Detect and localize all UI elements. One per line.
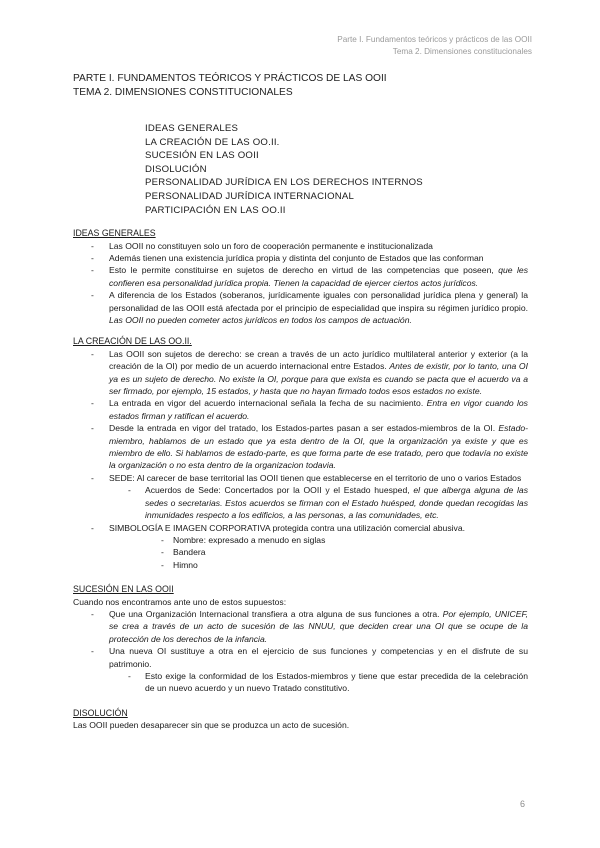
bullet-dash: - xyxy=(91,646,94,657)
item-text: Himno xyxy=(173,559,198,570)
item-text: Bandera xyxy=(173,547,206,558)
list-item xyxy=(73,240,528,252)
bullet-dash: - xyxy=(91,472,94,483)
bullet-dash: - xyxy=(91,252,94,263)
section-heading-sucesion: SUCESIÓN EN LAS OOII xyxy=(73,584,174,595)
bullet-dash: - xyxy=(161,559,164,570)
toc-item: IDEAS GENERALES xyxy=(145,123,239,134)
toc-item: PARTICIPACIÓN EN LAS OO.II xyxy=(145,204,286,216)
bullet-dash: - xyxy=(128,485,131,496)
toc-item: PERSONALIDAD JURÍDICA EN LOS DERECHOS INTERNOS xyxy=(145,177,423,189)
bullet-dash: - xyxy=(91,608,94,619)
item-text: La entrada en vigor del acuerdo internacional señala la fecha de su nacimiento. xyxy=(109,398,427,409)
item-text: Las OOII no constituyen solo un foro de cooperación permanente e institucionalizada xyxy=(109,240,433,251)
item-text-italic: el que alberga alguna de las sedes o secretarias. Estos acuerdos se firman con el Estado huésped, donde quedan recogidas las inmunidades respecto a los edificios, a las personas, a las comunidades, etc. xyxy=(145,485,528,521)
creacion-list xyxy=(73,348,528,571)
list-item xyxy=(73,522,528,534)
item-text: Que una Organización Internacional transfiera a otra alguna de sus funciones a otra. xyxy=(109,608,443,619)
item-text-italic: Entra en vigor cuando los estados firman y ratifican el acuerdo. xyxy=(109,398,528,421)
sub-list-item xyxy=(73,670,528,695)
sub-sub-list-item xyxy=(73,534,528,546)
item-text: Nombre: expresado a menudo en siglas xyxy=(173,534,326,545)
item-text-italic: Por ejemplo, UNICEF, se crea a través de un acto de sucesión de las NNUU, que deciden crear una OI que se ocupe de la protección de los derechos de la infancia. xyxy=(109,608,528,644)
bullet-dash: - xyxy=(91,265,94,276)
list-item xyxy=(73,608,528,645)
item-text: SEDE: Al carecer de base territorial las OOII tienen que establecerse en el territorio de uno o varios Estados xyxy=(109,472,522,483)
bullet-dash: - xyxy=(91,423,94,434)
running-header xyxy=(337,34,532,58)
header-line-topic: Tema 2. Dimensiones constitucionales xyxy=(392,47,532,56)
item-text-italic: Las OOII no pueden cometer actos jurídicos en todos los campos de actuación. xyxy=(109,315,412,325)
sucesion-list xyxy=(73,608,528,695)
item-text: Esto exige la conformidad de los Estados-miembros y tiene que estar precedida de la celebración de un nuevo acuerdo y un nuevo Tratado constitutivo. xyxy=(145,670,528,694)
list-item xyxy=(73,397,528,422)
title-part: PARTE I. FUNDAMENTOS TEÓRICOS Y PRÁCTICOS DE LAS OOII xyxy=(73,73,387,84)
disolucion-text: Las OOII pueden desaparecer sin que se produzca un acto de sucesión. xyxy=(73,720,350,731)
bullet-dash: - xyxy=(91,240,94,251)
list-item xyxy=(73,422,528,472)
bullet-dash: - xyxy=(91,348,94,359)
section-heading-creacion: LA CREACIÓN DE LAS OO.II. xyxy=(73,336,192,347)
sub-sub-list-item xyxy=(73,546,528,558)
item-text: Esto le permite constituirse en sujetos de derecho en virtud de las competencias que poseen, xyxy=(109,265,499,276)
item-text-italic: Antes de existir, por lo tanto, una OI ya es un sujeto de derecho. No existe la OI, porque para que exista es cuando se pacta que el acuerdo va a ser firmado, por ejemplo, 15 estados, y hasta que no hayan firmado todos esos estados no existe. xyxy=(109,361,528,397)
toc-item: PERSONALIDAD JURÍDICA INTERNACIONAL xyxy=(145,190,355,202)
bullet-dash: - xyxy=(161,534,164,545)
list-item xyxy=(73,348,528,398)
document-title xyxy=(73,72,528,100)
list-item xyxy=(73,472,528,484)
section-heading-ideas: IDEAS GENERALES xyxy=(73,228,156,239)
item-text: A diferencia de los Estados (soberanos, jurídicamente iguales con personalidad jurídica plena y general) la personalidad de las OOII está afectada por el principio de especialidad que inspira su régimen jurídico propio. xyxy=(109,290,528,313)
item-text: SIMBOLOGÍA E IMAGEN CORPORATIVA protegida contra una utilización comercial abusiva. xyxy=(109,522,465,533)
header-line-part: Parte I. Fundamentos teóricos y prácticos de las OOII xyxy=(337,35,532,44)
item-text: Acuerdos de Sede: Concertados por la OOII y el Estado huesped, xyxy=(145,485,414,496)
toc-item: SUCESIÓN EN LAS OOII xyxy=(145,150,259,162)
page-number: 6 xyxy=(519,799,525,809)
section-heading-disolucion: DISOLUCIÓN xyxy=(73,707,128,718)
item-text: Una nueva OI sustituye a otra en el ejercicio de sus funciones y competencias y en el disfrute de su patrimonio. xyxy=(109,646,528,669)
list-item xyxy=(73,264,528,289)
item-text: Las OOII son sujetos de derecho: se crean a través de un acto jurídico multilateral anterior y exterior (a la creación de la OI) por medio de un acuerdo internacional entre Estados. xyxy=(109,348,528,372)
item-text-italic: Estado-miembro, hablamos de un estado que ya esta dentro de la OI, que la organización ya existe y que es miembro de ello. Si hablamos de estado-parte, es que forma parte de ese tratado, pero que todavía no existe la organización o no esta dentro de la organizacion todavia. xyxy=(109,423,528,471)
table-of-contents xyxy=(145,122,528,217)
sub-sub-list-item xyxy=(73,559,528,571)
sucesion-intro: Cuando nos encontramos ante uno de estos supuestos: xyxy=(73,596,287,607)
list-item xyxy=(73,289,528,326)
item-text: Desde la entrada en vigor del tratado, los Estados-partes pasan a ser estados-miembros de la OI. xyxy=(109,423,499,434)
toc-item: DISOLUCIÓN xyxy=(145,163,207,175)
document-body xyxy=(73,72,528,732)
bullet-dash: - xyxy=(91,522,94,533)
toc-item: LA CREACIÓN DE LAS OO.II. xyxy=(145,136,280,148)
item-text-italic: que les confieren esa personalidad jurídica propia. Tienen la capacidad de ejercer ciertos actos jurídicos. xyxy=(109,265,528,288)
sub-list-item xyxy=(73,484,528,521)
item-text: Además tienen una existencia jurídica propia y distinta del conjunto de Estados que las conforman xyxy=(109,252,484,263)
bullet-dash: - xyxy=(128,670,131,681)
list-item xyxy=(73,252,528,264)
ideas-list xyxy=(73,240,528,327)
bullet-dash: - xyxy=(91,290,94,301)
title-topic: TEMA 2. DIMENSIONES CONSTITUCIONALES xyxy=(73,87,293,98)
bullet-dash: - xyxy=(161,547,164,558)
list-item xyxy=(73,645,528,670)
bullet-dash: - xyxy=(91,398,94,409)
